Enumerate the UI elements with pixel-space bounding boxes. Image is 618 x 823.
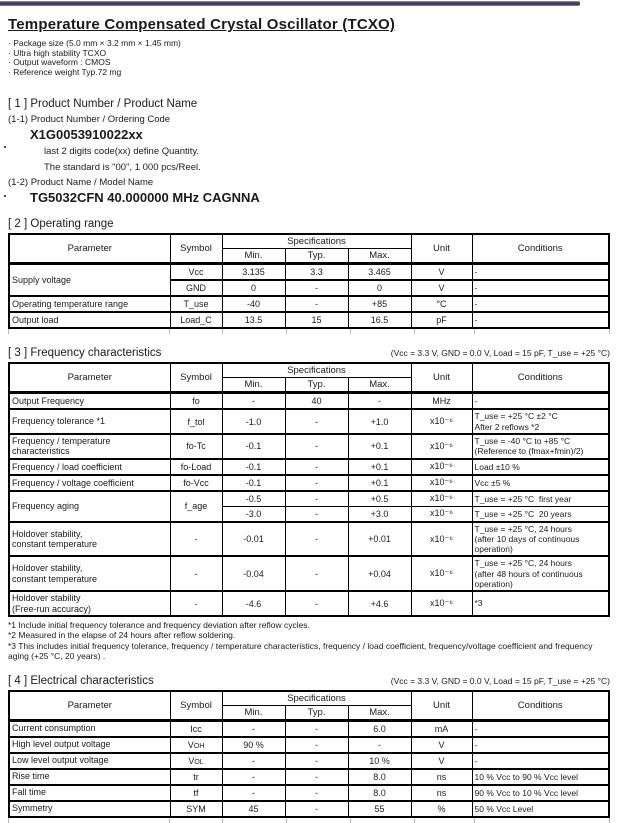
min-cell: - xyxy=(222,769,285,785)
typ-cell: - xyxy=(285,409,348,433)
feature-item: · Ultra high stability TCXO xyxy=(8,47,107,58)
min-cell: -0.04 xyxy=(222,556,285,591)
min-cell: -1.0 xyxy=(222,409,285,433)
min-cell: -3.0 xyxy=(222,506,285,522)
param-cell: Frequency / voltage coefficient xyxy=(9,475,170,491)
table-row xyxy=(9,312,609,328)
header-cell: Unit xyxy=(411,691,472,721)
cond-cell xyxy=(472,522,609,557)
cond-cell: - xyxy=(472,312,609,328)
table-row xyxy=(9,434,609,459)
typ-cell: - xyxy=(285,801,348,817)
typ-cell: - xyxy=(285,475,348,491)
cond-cell: - xyxy=(472,393,609,410)
unit-cell: x10⁻⁶ xyxy=(411,491,472,507)
table-row xyxy=(9,737,609,753)
cond-cell: Vcc ±5 % xyxy=(472,475,609,491)
min-cell: 0 xyxy=(222,280,285,296)
max-cell: +0.1 xyxy=(348,475,411,491)
table-row xyxy=(9,393,609,410)
table-row xyxy=(9,491,609,507)
typ-cell: - xyxy=(285,434,348,459)
cond-cell: - xyxy=(472,737,609,753)
cond-cell xyxy=(472,409,609,433)
electrical-characteristics-table xyxy=(8,690,610,818)
table-row xyxy=(9,264,609,281)
symbol-cell: - xyxy=(170,556,222,591)
param-line: characteristics xyxy=(12,446,70,457)
min-cell: -0.1 xyxy=(222,434,285,459)
footnote: *3 This includes initial frequency tolerance, frequency / temperature characteristics, frequency / load coefficient, frequency/voltage coefficient and frequency aging (+25 °C, 20 years) . xyxy=(8,640,593,662)
footnotes xyxy=(8,620,610,662)
cond-line: T_use = +25 °C ±2 °C xyxy=(474,411,558,422)
max-cell: 0 xyxy=(348,280,411,296)
section4-header-row xyxy=(8,674,610,688)
typ-cell: - xyxy=(285,296,348,312)
symbol-cell: tf xyxy=(170,785,222,801)
header-cell: Specifications xyxy=(222,363,411,378)
unit-cell: x10⁻⁶ xyxy=(411,522,472,557)
min-cell: 90 % xyxy=(222,737,285,753)
param-line: Holdover stability, xyxy=(12,563,83,574)
min-cell: -40 xyxy=(222,296,285,312)
max-cell: +0.01 xyxy=(348,522,411,557)
cond-cell: 10 % Vcc to 90 % Vcc level xyxy=(472,769,609,785)
param-cell: High level output voltage xyxy=(9,737,170,753)
feature-item: · Reference weight Typ.72 mg xyxy=(8,66,122,77)
max-cell: 6.0 xyxy=(348,720,411,737)
param-line: Holdover stability xyxy=(12,593,81,603)
unit-cell: x10⁻⁶ xyxy=(411,556,472,591)
unit-cell: MHz xyxy=(411,393,472,410)
param-cell xyxy=(9,591,170,616)
header-cell: Symbol xyxy=(170,691,222,721)
header-cell: Min. xyxy=(222,378,285,393)
min-cell: 3.135 xyxy=(222,264,285,281)
header-cell: Max. xyxy=(348,249,411,264)
table-row xyxy=(9,296,609,312)
symbol-cell: f_tol xyxy=(170,409,222,433)
section4-heading: [ 4 ] Electrical characteristics xyxy=(8,674,154,687)
cond-line: (Reference to (fmax+fmin)/2) xyxy=(474,446,584,457)
unit-cell: V xyxy=(411,737,472,753)
param-line: Holdover stability, xyxy=(12,528,83,539)
section4-conditions-note: (Vcc = 3.3 V, GND = 0.0 V, Load = 15 pF, T_use = +25 °C) xyxy=(390,675,610,686)
param-cell: Frequency aging xyxy=(9,491,170,522)
symbol-cell: Icc xyxy=(170,720,222,737)
operating-range-table xyxy=(8,233,610,329)
typ-cell: 40 xyxy=(285,393,348,410)
section1-heading: [ 1 ] Product Number / Product Name xyxy=(8,98,198,111)
top-accent-bar xyxy=(0,1,580,6)
param-cell: Output Frequency xyxy=(9,393,170,410)
table-continuation-stub xyxy=(8,818,610,823)
cond-cell: T_use = +25 °C 20 years xyxy=(472,506,609,522)
max-cell: 8.0 xyxy=(348,769,411,785)
max-cell: +0.5 xyxy=(348,491,411,507)
min-cell: -0.01 xyxy=(222,522,285,557)
cond-cell: - xyxy=(472,296,609,312)
frequency-characteristics-table xyxy=(8,362,610,617)
cond-cell: - xyxy=(472,264,609,281)
param-cell: Output load xyxy=(9,312,170,328)
footnote: *1 Include initial frequency tolerance and frequency deviation after reflow cycles. xyxy=(8,620,310,630)
symbol-cell: fo xyxy=(170,393,222,410)
param-cell: Rise time xyxy=(9,769,170,785)
param-line: (Free-run accuracy) xyxy=(12,603,92,614)
unit-cell: V xyxy=(411,753,472,769)
unit-cell: mA xyxy=(411,720,472,737)
min-cell: - xyxy=(222,785,285,801)
header-cell: Parameter xyxy=(9,363,170,393)
page-title: Temperature Compensated Crystal Oscillator (TCXO) xyxy=(8,16,396,33)
table-row xyxy=(9,753,609,769)
cond-cell: - xyxy=(472,753,609,769)
feature-list xyxy=(8,39,610,77)
header-cell: Unit xyxy=(411,234,472,264)
typ-cell: 15 xyxy=(285,312,348,328)
table-header xyxy=(9,363,609,393)
table-row xyxy=(9,459,609,475)
cond-line: (after 10 days of continuous xyxy=(474,533,580,544)
feature-item: · Package size (5.0 mm × 3.2 mm × 1.45 mm) xyxy=(8,38,181,48)
header-cell: Conditions xyxy=(472,691,609,721)
section3-header-row xyxy=(8,346,610,360)
symbol-cell: T_use xyxy=(170,296,222,312)
model-name: TG5032CFN 40.000000 MHz CAGNNA xyxy=(30,190,260,206)
param-line: constant temperature xyxy=(12,539,98,550)
param-cell: Frequency tolerance *1 xyxy=(9,409,170,433)
header-cell: Specifications xyxy=(222,234,411,249)
footnote: *2 Measured in the elapse of 24 hours after reflow soldering. xyxy=(8,630,236,641)
max-cell: 55 xyxy=(348,801,411,817)
header-cell: Typ. xyxy=(285,249,348,264)
param-cell: Operating temperature range xyxy=(9,296,170,312)
table-row xyxy=(9,720,609,737)
symbol-cell: - xyxy=(170,522,222,557)
symbol-cell: - xyxy=(170,591,222,616)
header-cell: Min. xyxy=(222,249,285,264)
header-cell: Symbol xyxy=(170,363,222,393)
max-cell: - xyxy=(348,393,411,410)
table-row xyxy=(9,409,609,433)
cond-line: T_use = +25 °C, 24 hours xyxy=(474,558,572,569)
header-cell: Symbol xyxy=(170,234,222,264)
cond-cell: T_use = +25 °C first year xyxy=(472,491,609,507)
symbol-cell xyxy=(170,753,222,769)
max-cell: +0.1 xyxy=(348,459,411,475)
header-cell: Parameter xyxy=(9,234,170,264)
table-row xyxy=(9,556,609,591)
cond-cell: 50 % Vcc Level xyxy=(472,801,609,817)
section2-heading: [ 2 ] Operating range xyxy=(8,218,114,231)
header-cell: Unit xyxy=(411,363,472,393)
table-row xyxy=(9,785,609,801)
table-header xyxy=(9,691,609,721)
typ-cell: 3.3 xyxy=(285,264,348,281)
model-name-label: (1-2) Product Name / Model Name xyxy=(8,177,154,189)
min-cell: 45 xyxy=(222,801,285,817)
header-cell: Typ. xyxy=(285,705,348,720)
min-cell: -0.5 xyxy=(222,491,285,507)
header-cell: Conditions xyxy=(472,234,609,264)
symbol-cell xyxy=(170,737,222,753)
param-cell xyxy=(9,434,170,459)
min-cell: -4.6 xyxy=(222,591,285,616)
param-cell xyxy=(9,556,170,591)
ordering-code: X1G0053910022xx xyxy=(30,127,143,143)
typ-cell: - xyxy=(285,785,348,801)
unit-cell: °C xyxy=(411,296,472,312)
table-row xyxy=(9,475,609,491)
min-cell: 13.5 xyxy=(222,312,285,328)
min-cell: - xyxy=(222,753,285,769)
header-cell: Min. xyxy=(222,705,285,720)
cond-line: operation) xyxy=(474,544,513,555)
typ-cell: - xyxy=(285,522,348,557)
param-cell: Supply voltage xyxy=(9,264,170,297)
param-cell: Low level output voltage xyxy=(9,753,170,769)
unit-cell: V xyxy=(411,264,472,281)
cond-line: operation) xyxy=(474,578,513,589)
header-cell: Max. xyxy=(348,378,411,393)
header-cell: Parameter xyxy=(9,691,170,721)
unit-cell: x10⁻⁶ xyxy=(411,409,472,433)
symbol-subscript: OL xyxy=(194,758,204,766)
feature-item: · Output waveform : CMOS xyxy=(8,57,111,68)
typ-cell: - xyxy=(285,491,348,507)
typ-cell: - xyxy=(285,720,348,737)
max-cell: 10 % xyxy=(348,753,411,769)
cond-line: T_use = +25 °C, 24 hours xyxy=(474,523,572,534)
max-cell: 3.465 xyxy=(348,264,411,281)
symbol-cell: fo-Load xyxy=(170,459,222,475)
typ-cell: - xyxy=(285,556,348,591)
symbol-cell: tr xyxy=(170,769,222,785)
header-cell: Typ. xyxy=(285,378,348,393)
typ-cell: - xyxy=(285,280,348,296)
max-cell: +85 xyxy=(348,296,411,312)
max-cell: +0.04 xyxy=(348,556,411,591)
table-header xyxy=(9,234,609,264)
stray-dot xyxy=(4,146,6,148)
typ-cell: - xyxy=(285,506,348,522)
unit-cell: x10⁻⁶ xyxy=(411,591,472,616)
typ-cell: - xyxy=(285,769,348,785)
param-cell xyxy=(9,522,170,557)
max-cell: - xyxy=(348,737,411,753)
param-cell: Current consumption xyxy=(9,720,170,737)
typ-cell: - xyxy=(285,737,348,753)
unit-cell: x10⁻⁶ xyxy=(411,434,472,459)
unit-cell: x10⁻⁶ xyxy=(411,475,472,491)
section3-conditions-note: (Vcc = 3.3 V, GND = 0.0 V, Load = 15 pF, T_use = +25 °C) xyxy=(390,348,610,359)
unit-cell: % xyxy=(411,801,472,817)
max-cell: +0.1 xyxy=(348,434,411,459)
typ-cell: - xyxy=(285,459,348,475)
param-line: constant temperature xyxy=(12,573,98,584)
unit-cell: x10⁻⁶ xyxy=(411,506,472,522)
min-cell: -0.1 xyxy=(222,459,285,475)
unit-cell: V xyxy=(411,280,472,296)
stray-dot xyxy=(4,195,6,197)
max-cell: +3.0 xyxy=(348,506,411,522)
cond-cell: - xyxy=(472,720,609,737)
min-cell: - xyxy=(222,720,285,737)
max-cell: +4.6 xyxy=(348,591,411,616)
header-cell: Conditions xyxy=(472,363,609,393)
header-cell: Specifications xyxy=(222,691,411,706)
param-cell: Frequency / load coefficient xyxy=(9,459,170,475)
symbol-main: V xyxy=(188,755,195,766)
header-cell: Max. xyxy=(348,705,411,720)
param-cell: Symmetry xyxy=(9,801,170,817)
cond-cell xyxy=(472,556,609,591)
code-note-1: last 2 digits code(xx) define Quantity. xyxy=(44,146,200,158)
symbol-cell: Load_C xyxy=(170,312,222,328)
unit-cell: x10⁻⁶ xyxy=(411,459,472,475)
table-row xyxy=(9,769,609,785)
symbol-main: V xyxy=(187,739,194,750)
cond-line: After 2 reflows *2 xyxy=(474,421,540,432)
min-cell: - xyxy=(222,393,285,410)
table-row xyxy=(9,801,609,817)
cond-cell: *3 xyxy=(472,591,609,616)
symbol-subscript: OH xyxy=(193,742,205,750)
section3-heading: [ 3 ] Frequency characteristics xyxy=(8,347,162,360)
ordering-code-label: (1-1) Product Number / Ordering Code xyxy=(8,114,171,126)
max-cell: 16.5 xyxy=(348,312,411,328)
code-note-2: The standard is "00", 1 000 pcs/Reel. xyxy=(44,162,201,174)
typ-cell: - xyxy=(285,591,348,616)
typ-cell: - xyxy=(285,753,348,769)
symbol-cell: GND xyxy=(170,280,222,296)
cond-cell: - xyxy=(472,280,609,296)
cond-cell: 90 % Vcc to 10 % Vcc level xyxy=(472,785,609,801)
table-row xyxy=(9,522,609,557)
max-cell: +1.0 xyxy=(348,409,411,433)
symbol-cell: fo-Tc xyxy=(170,434,222,459)
table-continuation-stub xyxy=(8,329,610,334)
min-cell: -0.1 xyxy=(222,475,285,491)
unit-cell: ns xyxy=(411,769,472,785)
symbol-cell: Vcc xyxy=(170,264,222,281)
unit-cell: pF xyxy=(411,312,472,328)
table-row xyxy=(9,591,609,616)
cond-line: T_use = -40 °C to +85 °C xyxy=(474,436,571,447)
max-cell: 8.0 xyxy=(348,785,411,801)
symbol-cell: SYM xyxy=(170,801,222,817)
cond-line: (after 48 hours of continuous xyxy=(474,568,583,579)
param-cell: Fall time xyxy=(9,785,170,801)
cond-cell: Load ±10 % xyxy=(472,459,609,475)
param-line: Frequency / temperature xyxy=(12,435,111,446)
symbol-cell: f_age xyxy=(170,491,222,522)
unit-cell: ns xyxy=(411,785,472,801)
symbol-cell: fo-Vcc xyxy=(170,475,222,491)
cond-cell xyxy=(472,434,609,459)
